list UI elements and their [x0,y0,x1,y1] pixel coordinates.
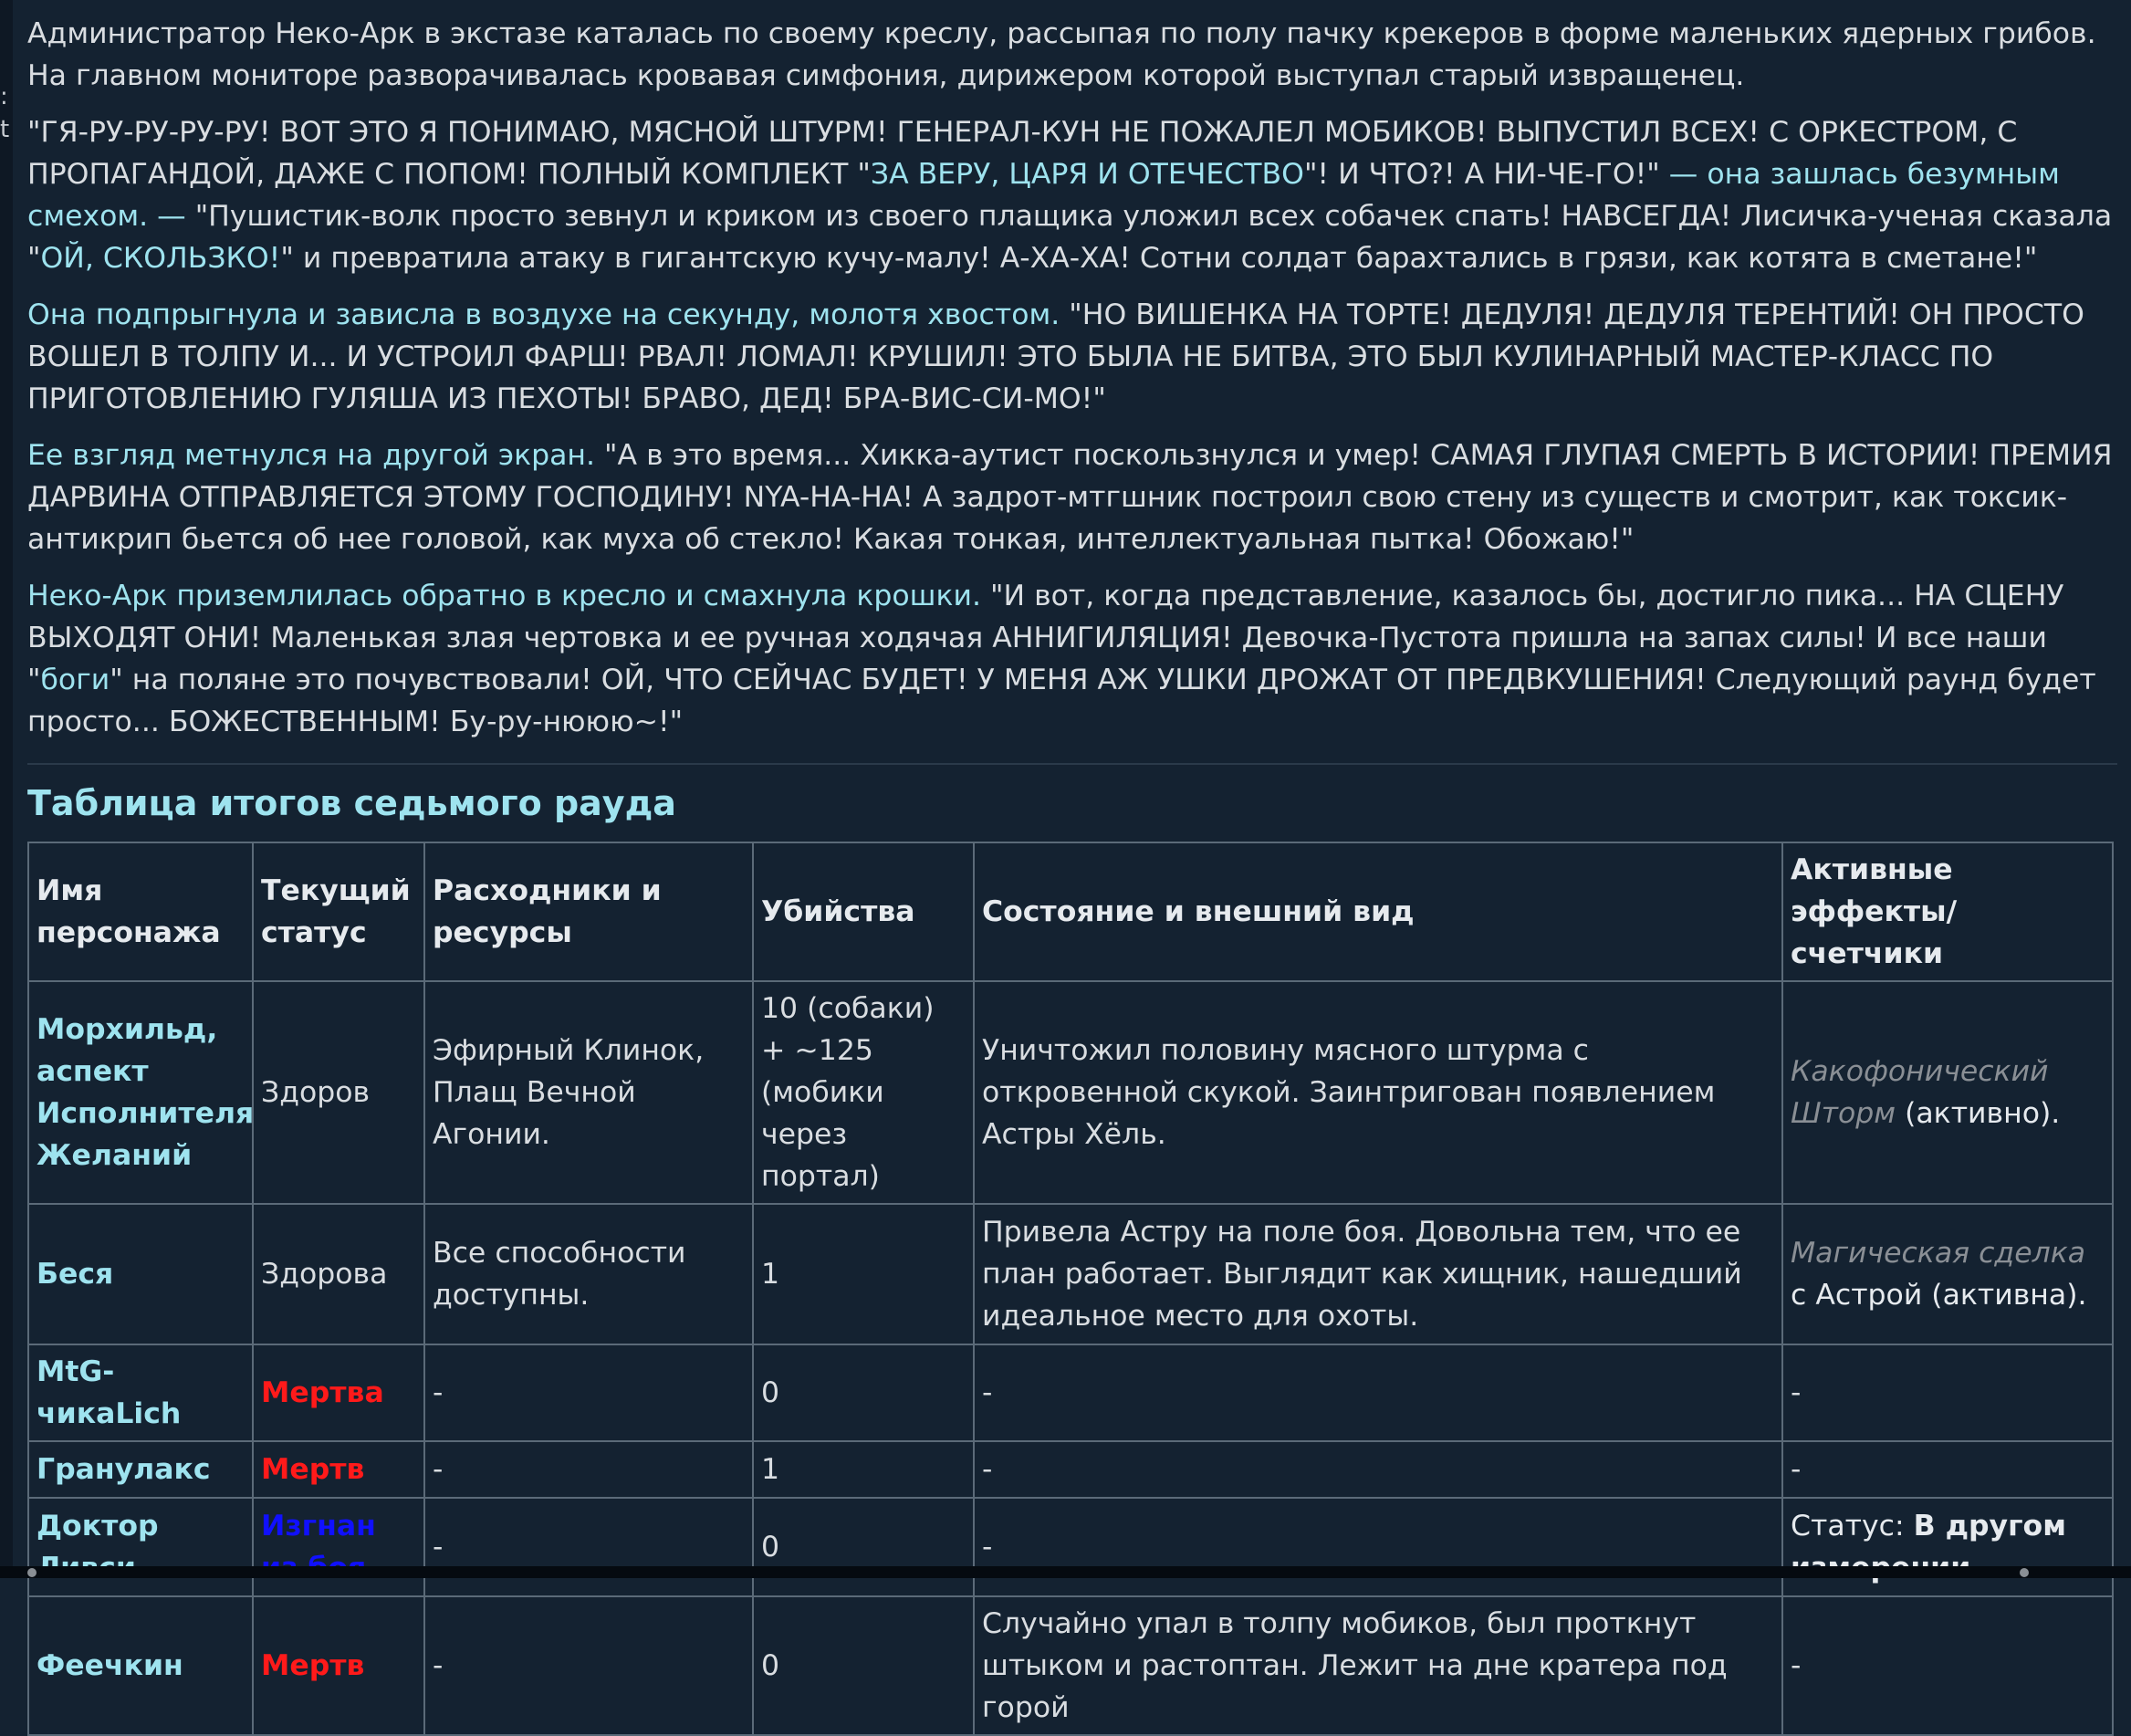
cell-condition: - [974,1344,1782,1441]
cell-status [253,1596,424,1735]
p2-highlight-slippery: ОЙ, СКОЛЬЗКО! [40,242,281,275]
cell-resources: - [424,1344,753,1441]
narrative-paragraph-2 [27,111,2117,279]
p2-quote-start: "ГЯ-РУ-РУ-РУ-РУ! ВОТ ЭТО Я ПОНИМАЮ, МЯСНОЙ ШТУРМ! ГЕНЕРАЛ-КУН НЕ ПОЖАЛЕЛ МОБИКОВ! ВЫПУСТИЛ ВСЕХ! С ОРКЕСТРОМ, С ПРОПАГАНДОЙ, ДАЖЕ С ПОПОМ! ПОЛНЫЙ КОМПЛЕКТ " [27,116,2018,191]
cell-name: MtG-чикаLich [28,1344,253,1441]
p5-quote-end: " на поляне это почувствовали! ОЙ, ЧТО СЕЙЧАС БУДЕТ! У МЕНЯ АЖ УШКИ ДРОЖАТ ОТ ПРЕДВКУШЕНИЯ! Следующий раунд будет просто... БОЖЕСТВЕННЫМ! Бу-ру-нююю~!" [27,664,2096,738]
header-condition: Состояние и внешний вид [974,842,1782,981]
cell-resources: Все способности доступны. [424,1204,753,1344]
left-edge-gutter [0,0,13,1578]
p3-quote: "НО ВИШЕНКА НА ТОРТЕ! ДЕДУЛЯ! ДЕДУЛЯ ТЕРЕНТИЙ! ОН ПРОСТО ВОШЕЛ В ТОЛПУ И... И УСТРОИЛ ФАРШ! РВАЛ! ЛОМАЛ! КРУШИЛ! ЭТО БЫЛА НЕ БИТВА, ЭТО БЫЛ КУЛИНАРНЫЙ МАСТЕР-КЛАСС ПО ПРИГОТОВЛЕНИЮ ГУЛЯША ИЗ ПЕХОТЫ! БРАВО, ДЕД! БРА-ВИС-СИ-МО!" [27,298,2084,415]
cell-effects: - [1782,1596,2113,1735]
cell-kills: 0 [753,1498,974,1596]
cell-effects [1782,981,2113,1204]
cell-status [253,1344,424,1441]
p2-quote-end: "! И ЧТО?! А НИ-ЧЕ-ГО!" [1303,158,1660,191]
cell-condition: - [974,1498,1782,1596]
gutter-marks: : t [0,83,10,143]
cell-kills: 0 [753,1344,974,1441]
narrative-paragraph-4 [27,434,2117,560]
status-dead-label: Мертва [261,1376,384,1409]
p5-quote-start: "И вот, когда представление, казалось бы, достигло пика... НА СЦЕНУ ВЫХОДЯТ ОНИ! Маленькая злая чертовка и ее ручная ходячая АННИГИЛЯЦИЯ! Девочка-Пустота пришла на запах силы! И все наши " [27,580,2064,696]
table-header-row [28,842,2113,981]
cell-condition: - [974,1441,1782,1498]
cell-resources: - [424,1498,753,1596]
effect-prefix: Статус: [1791,1510,1914,1543]
cell-name: Феечкин [28,1596,253,1735]
cell-condition: Уничтожил половину мясного штурма с откровенной скукой. Заинтригован появлением Астры Хёль. [974,981,1782,1204]
effect-italic: Магическая сделка [1791,1237,2086,1270]
header-status: Текущий статус [253,842,424,981]
p2-action-text: — она зашлась безумным смехом. — [27,158,2060,233]
cell-condition: Случайно упал в толпу мобиков, был проткнут штыком и растоптан. Лежит на дне кратера под горой [974,1596,1782,1735]
status-dead-label: Мертв [261,1453,365,1486]
narrative-paragraph-1: Администратор Неко-Арк в экстазе каталась по своему креслу, рассыпая по полу пачку крекеров в форме маленьких ядерных грибов. На главном мониторе разворачивалась кровавая симфония, дирижером которой выступал старый извращенец. [27,17,2096,92]
cell-kills: 1 [753,1441,974,1498]
table-title: Таблица итогов седьмого рауда [27,783,676,823]
chat-message-content [27,13,2117,1736]
cell-resources: - [424,1441,753,1498]
cell-resources: Эфирный Клинок, Плащ Вечной Агонии. [424,981,753,1204]
status-dead-label: Мертв [261,1649,365,1682]
table-row [28,981,2113,1204]
cell-kills: 1 [753,1204,974,1344]
cell-name: Морхильд, аспект Исполнителя Желаний [28,981,253,1204]
cell-effects: - [1782,1344,2113,1441]
cell-kills: 0 [753,1596,974,1735]
scroll-left-handle[interactable] [27,1568,37,1577]
effect-rest: (активно). [1896,1097,2061,1130]
cell-name: Беся [28,1204,253,1344]
cell-effects [1782,1204,2113,1344]
table-row [28,1344,2113,1441]
cell-status [253,1498,424,1596]
cell-resources: - [424,1596,753,1735]
cell-effects [1782,1498,2113,1596]
effect-bold: В другом [1913,1510,2066,1543]
cell-kills: 10 (собаки) + ~125 (мобики через портал) [753,981,974,1204]
p3-action-text: Она подпрыгнула и зависла в воздухе на секунду, молотя хвостом. [27,298,1060,331]
cell-condition: Привела Астру на поле боя. Довольна тем, что ее план работает. Выглядит как хищник, нашедший идеальное место для охоты. [974,1204,1782,1344]
scroll-right-handle[interactable] [2020,1568,2029,1577]
header-kills: Убийства [753,842,974,981]
p2-quote-second-end: " и превратила атаку в гигантскую кучу-малу! А-ХА-ХА! Сотни солдат барахтались в грязи, как котята в сметане!" [280,242,2038,275]
cell-status: Здорова [253,1204,424,1344]
header-resources: Расходники и ресурсы [424,842,753,981]
cell-name: Доктор [28,1498,253,1596]
status-exiled-label: Изгнан [261,1510,376,1543]
cell-effects: - [1782,1441,2113,1498]
table-row [28,1498,2113,1596]
p5-highlight-gods: боги [40,664,110,696]
section-divider [27,763,2117,765]
effect-italic: Какофонический Шторм [1791,1055,2049,1130]
p4-quote: "А в это время... Хикка-аутист поскользнулся и умер! САМАЯ ГЛУПАЯ СМЕРТЬ В ИСТОРИИ! ПРЕМИЯ ДАРВИНА ОТПРАВЛЯЕТСЯ ЭТОМУ ГОСПОДИНУ! NYA-HA-HA! А задрот-мтгшник построил свою стену из существ и смотрит, как токсик-антикрип бьется об нее головой, как муха об стекло! Какая тонкая, интеллектуальная пытка! Обожаю!" [27,439,2113,556]
table-row [28,1441,2113,1498]
p2-quote-second: "Пушистик-волк просто зевнул и криком из своего плащика уложил всех собачек спать! НАВСЕГДА! Лисичка-ученая сказала " [27,200,2113,275]
table-row [28,1204,2113,1344]
cell-status [253,1441,424,1498]
p4-action-text: Ее взгляд метнулся на другой экран. [27,439,596,472]
p5-action-text: Неко-Арк приземлилась обратно в кресло и смахнула крошки. [27,580,981,612]
narrative-paragraph-3 [27,294,2117,420]
header-effects: Активные эффекты/ счетчики [1782,842,2113,981]
round-results-table [27,842,2114,1736]
cell-status: Здоров [253,981,424,1204]
p2-highlight-slogan: ЗА ВЕРУ, ЦАРЯ И ОТЕЧЕСТВО [870,158,1304,191]
cell-name: Гранулакс [28,1441,253,1498]
bottom-scrollbar-track[interactable] [0,1566,2131,1578]
effect-rest: с Астрой (активна). [1791,1279,2087,1312]
narrative-paragraph-5 [27,575,2117,743]
table-row [28,1596,2113,1735]
header-name: Имя персонажа [28,842,253,981]
